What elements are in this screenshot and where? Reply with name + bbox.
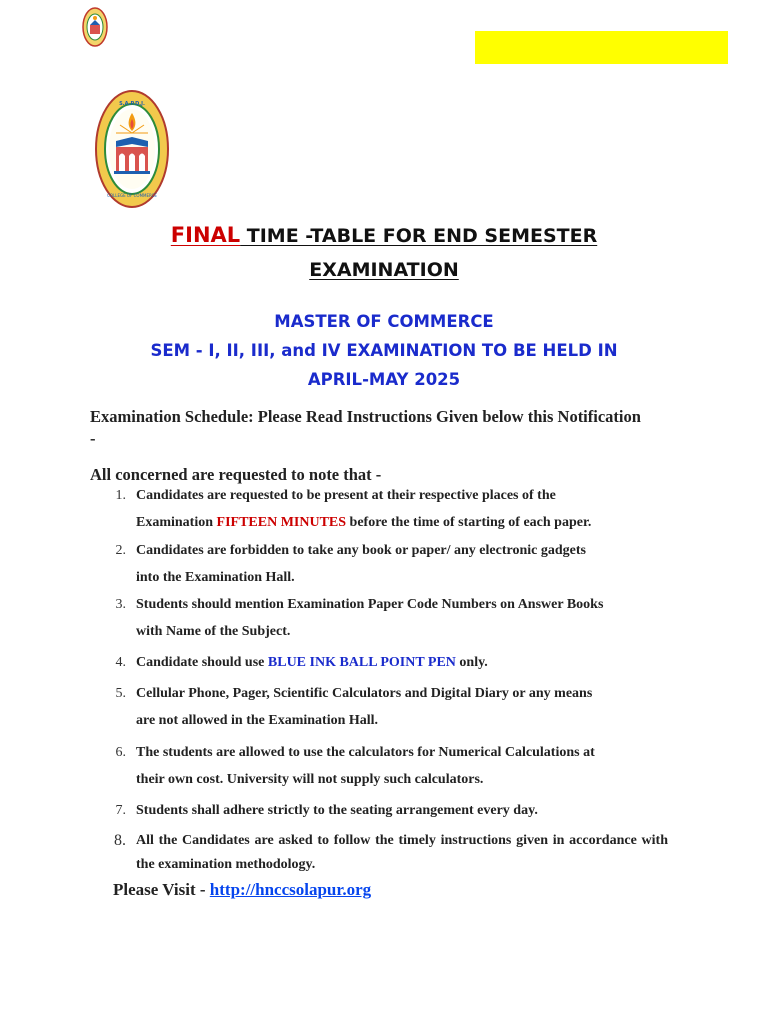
- list-item-text: All the Candidates are asked to follow the timely instructions given in accordance with the examination methodology.: [136, 833, 668, 872]
- list-item-text-cont: are not allowed in the Examination Hall.: [136, 713, 379, 728]
- visit-line: [113, 880, 371, 900]
- subtitle-semesters: SEM - I, II, III, and IV EXAMINATION TO BE HELD IN: [150, 341, 618, 360]
- page-title: [0, 223, 768, 247]
- list-item-number: 4.: [115, 655, 126, 670]
- college-emblem-icon: [82, 7, 108, 47]
- list-item-text-cont: with Name of the Subject.: [136, 624, 291, 639]
- list-item-number: 2.: [115, 543, 126, 558]
- list-item-text: Students shall adhere strictly to the seating arrangement every day.: [136, 803, 538, 818]
- list-item-text: The students are allowed to use the calculators for Numerical Calculations at: [136, 745, 595, 760]
- svg-text:S.A.P.D.J.: S.A.P.D.J.: [119, 101, 145, 107]
- website-link[interactable]: http://hnccsolapur.org: [209, 880, 372, 899]
- list-item-text-cont: into the Examination Hall.: [136, 570, 295, 585]
- list-item-text-cont: their own cost. University will not supply such calculators.: [136, 772, 484, 787]
- list-item-text-cont: Examination FIFTEEN MINUTES before the time of starting of each paper.: [136, 515, 592, 530]
- page-title-line2: [0, 259, 768, 281]
- title-line1: TIME -TABLE FOR END SEMESTER: [240, 225, 598, 247]
- svg-text:COLLEGE OF COMMERCE: COLLEGE OF COMMERCE: [107, 193, 157, 198]
- list-item-number: 8.: [114, 832, 126, 849]
- visit-label: Please Visit -: [113, 880, 210, 899]
- subtitle-course: MASTER OF COMMERCE: [274, 312, 494, 331]
- list-item-number: 5.: [115, 686, 126, 701]
- list-item-text: Candidates are requested to be present at their respective places of the: [136, 488, 556, 503]
- list-item-text: Candidate should use BLUE INK BALL POINT PEN only.: [136, 655, 488, 670]
- title-line2: EXAMINATION: [309, 259, 459, 281]
- list-item-text: Students should mention Examination Paper Code Numbers on Answer Books: [136, 597, 604, 612]
- list-item-text: Candidates are forbidden to take any book or paper/ any electronic gadgets: [136, 543, 586, 558]
- list-item-text: Cellular Phone, Pager, Scientific Calculators and Digital Diary or any means: [136, 686, 593, 701]
- list-item-number: 1.: [115, 488, 126, 503]
- title-final-word: FINAL: [170, 223, 241, 247]
- list-item-number: 7.: [115, 803, 126, 818]
- highlight-text: FIFTEEN MINUTES: [216, 515, 347, 530]
- list-item-number: 6.: [115, 745, 126, 760]
- schedule-notice: Examination Schedule: Please Read Instructions Given below this Notification -: [90, 407, 641, 448]
- highlight-text: BLUE INK BALL POINT PEN: [267, 655, 456, 670]
- college-seal-icon: [94, 89, 170, 209]
- highlight-box: [475, 31, 728, 64]
- subtitle-session: APRIL-MAY 2025: [307, 370, 461, 389]
- list-item-number: 3.: [115, 597, 126, 612]
- concern-heading: All concerned are requested to note that -: [90, 465, 382, 484]
